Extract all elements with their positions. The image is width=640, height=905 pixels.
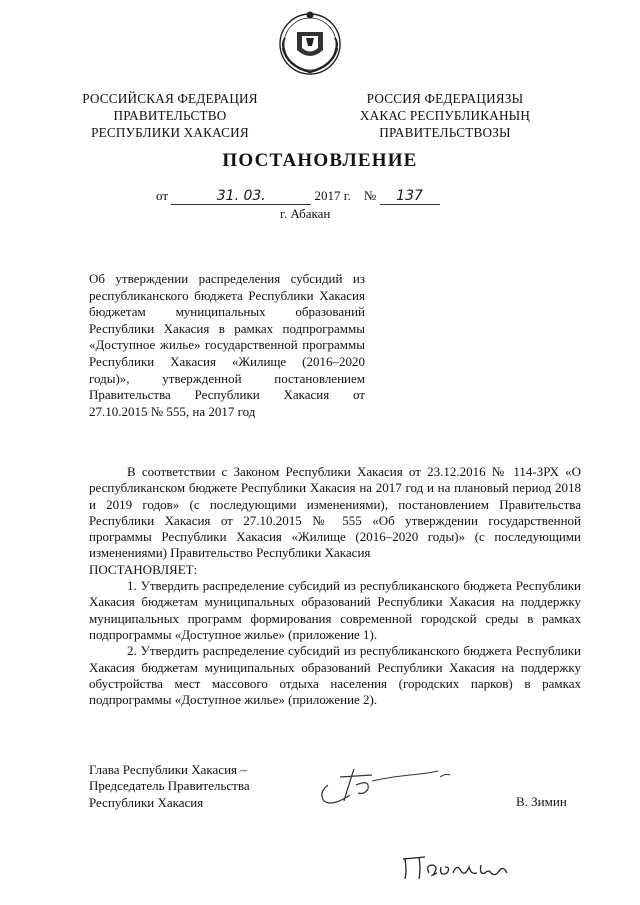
date-prefix: от bbox=[156, 188, 169, 203]
date-number-line bbox=[156, 188, 440, 205]
preamble-paragraph: В соответствии с Законом Республики Хакасия от 23.12.2016 № 114-ЗРХ «О республиканском бюджете Республики Хакасия на 2017 год и на плановый период 2018 и 2019 годов» (с последующими изменениями), постановлением Правительства Республики Хакасия от 27.10.2015 № 555 «Об утверждении государственной программы Республики Хакасия «Жилище (2016–2020 годы)» (с последующими изменениями) Правительство Республики Хакасия bbox=[89, 464, 581, 561]
decree-item-2: 2. Утвердить распределение субсидий из республиканского бюджета Республики Хакасия бюджетам муниципальных образований Республики Хакасия на поддержку обустройства мест массового отдыха населения (городских парков) в рамках подпрограммы «Доступное жилье» (приложение 2). bbox=[89, 643, 581, 708]
handwritten-note bbox=[395, 845, 525, 890]
city: г. Абакан bbox=[280, 206, 331, 221]
header-left bbox=[70, 90, 270, 141]
coat-of-arms-emblem bbox=[275, 8, 345, 78]
header-right bbox=[345, 90, 545, 141]
signatory-position-line: Глава Республики Хакасия – bbox=[89, 762, 247, 777]
number-label: № bbox=[363, 188, 377, 203]
header-right-line: ПРАВИТЕЛЬСТВОЗЫ bbox=[379, 125, 511, 140]
decree-word: ПОСТАНОВЛЯЕТ: bbox=[89, 561, 198, 577]
signatory-position-line: Председатель Правительства bbox=[89, 778, 250, 794]
document-body bbox=[89, 464, 581, 708]
signatory-position bbox=[89, 762, 250, 811]
header-right-line: ХАКАС РЕСПУБЛИКАНЫҢ bbox=[359, 108, 531, 123]
document-number: 137 bbox=[380, 189, 440, 205]
subject-title: Об утверждении распределения субсидий из республиканского бюджета Республики Хакасия бюджетам муниципальных образований Республики Хакасия в рамках подпрограммы «Доступное жилье» государственной программы Республики Хакасия «Жилище (2016–2020 годы)», утвержденной постановлением Правительства Республики Хакасия от 27.10.2015 № 555, на 2017 год bbox=[89, 271, 365, 419]
document-title: ПОСТАНОВЛЕНИЕ bbox=[222, 150, 418, 171]
handwritten-signature bbox=[310, 755, 460, 815]
header-right-line: РОССИЯ ФЕДЕРАЦИЯЗЫ bbox=[366, 91, 524, 106]
header-left-line: ПРАВИТЕЛЬСТВО bbox=[113, 108, 227, 123]
header-left-line: РОССИЙСКАЯ ФЕДЕРАЦИЯ bbox=[82, 91, 258, 106]
decree-item-1: 1. Утвердить распределение субсидий из республиканского бюджета Республики Хакасия бюджетам муниципальных образований Республики Хакасия на поддержку муниципальных программ формирования современной городской среды в рамках подпрограммы «Доступное жилье» (приложение 1). bbox=[89, 578, 581, 642]
signatory-name: В. Зимин bbox=[516, 794, 567, 809]
header-left-line: РЕСПУБЛИКИ ХАКАСИЯ bbox=[91, 125, 249, 140]
signatory-position-line: Республики Хакасия bbox=[89, 794, 204, 810]
year-value: 2017 г. bbox=[314, 188, 351, 203]
date-value: 31. 03. bbox=[171, 189, 311, 205]
